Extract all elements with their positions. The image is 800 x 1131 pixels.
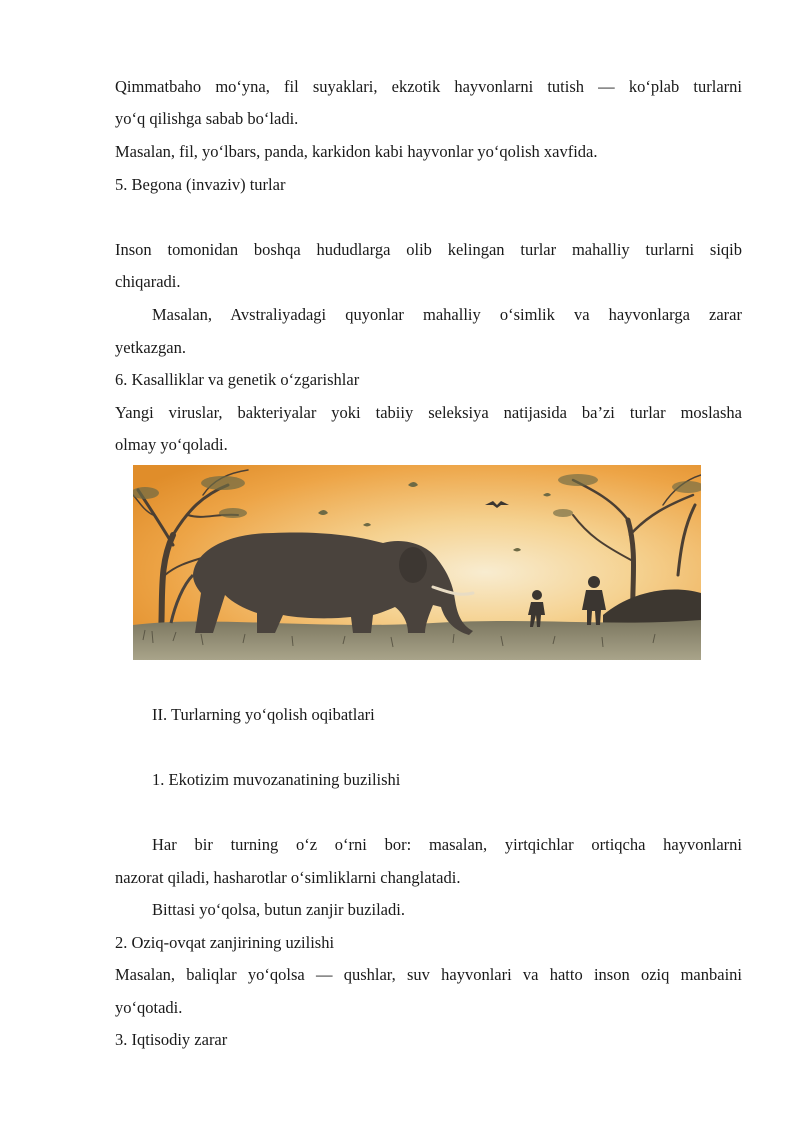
- section-heading: 3. Iqtisodiy zarar: [115, 1030, 228, 1049]
- paragraph-line: Masalan, fil, yo‘lbars, panda, karkidon kabi hayvonlar yo‘qolish xavfida.: [115, 142, 598, 161]
- paragraph-line: nazorat qiladi, hasharotlar o‘simliklarni changlatadi.: [115, 868, 461, 887]
- section-heading: 6. Kasalliklar va genetik o‘zgarishlar: [115, 370, 360, 389]
- paragraph-line: olmay yo‘qoladi.: [115, 435, 228, 454]
- paragraph-line: Inson tomonidan boshqa hududlarga olib kelingan turlar mahalliy turlarni siqib: [115, 240, 742, 259]
- section-heading: 1. Ekotizim muvozanatining buzilishi: [152, 770, 401, 789]
- section-heading: II. Turlarning yo‘qolish oqibatlari: [152, 705, 375, 724]
- paragraph-line: Masalan, Avstraliyadagi quyonlar mahalliy o‘simlik va hayvonlarga zarar: [152, 305, 742, 324]
- paragraph-line: Masalan, baliqlar yo‘qolsa — qushlar, suv hayvonlari va hatto inson oziq manbaini: [115, 965, 742, 984]
- elephant-illustration: [133, 465, 701, 660]
- paragraph-line: Yangi viruslar, bakteriyalar yoki tabiiy seleksiya natijasida ba’zi turlar moslasha: [115, 403, 742, 422]
- paragraph-line: Qimmatbaho mo‘yna, fil suyaklari, ekzotik hayvonlarni tutish — ko‘plab turlarni: [115, 77, 742, 96]
- section-heading: 5. Begona (invaziv) turlar: [115, 175, 286, 194]
- section-heading: 2. Oziq-ovqat zanjirining uzilishi: [115, 933, 335, 952]
- paragraph-line: Har bir turning o‘z o‘rni bor: masalan, yirtqichlar ortiqcha hayvonlarni: [152, 835, 742, 854]
- paragraph-line: yetkazgan.: [115, 338, 187, 357]
- paragraph-line: yo‘qotadi.: [115, 998, 183, 1017]
- paragraph-line: chiqaradi.: [115, 272, 181, 291]
- paragraph-line: yo‘q qilishga sabab bo‘ladi.: [115, 109, 299, 128]
- paragraph-line: Bittasi yo‘qolsa, butun zanjir buziladi.: [152, 900, 405, 919]
